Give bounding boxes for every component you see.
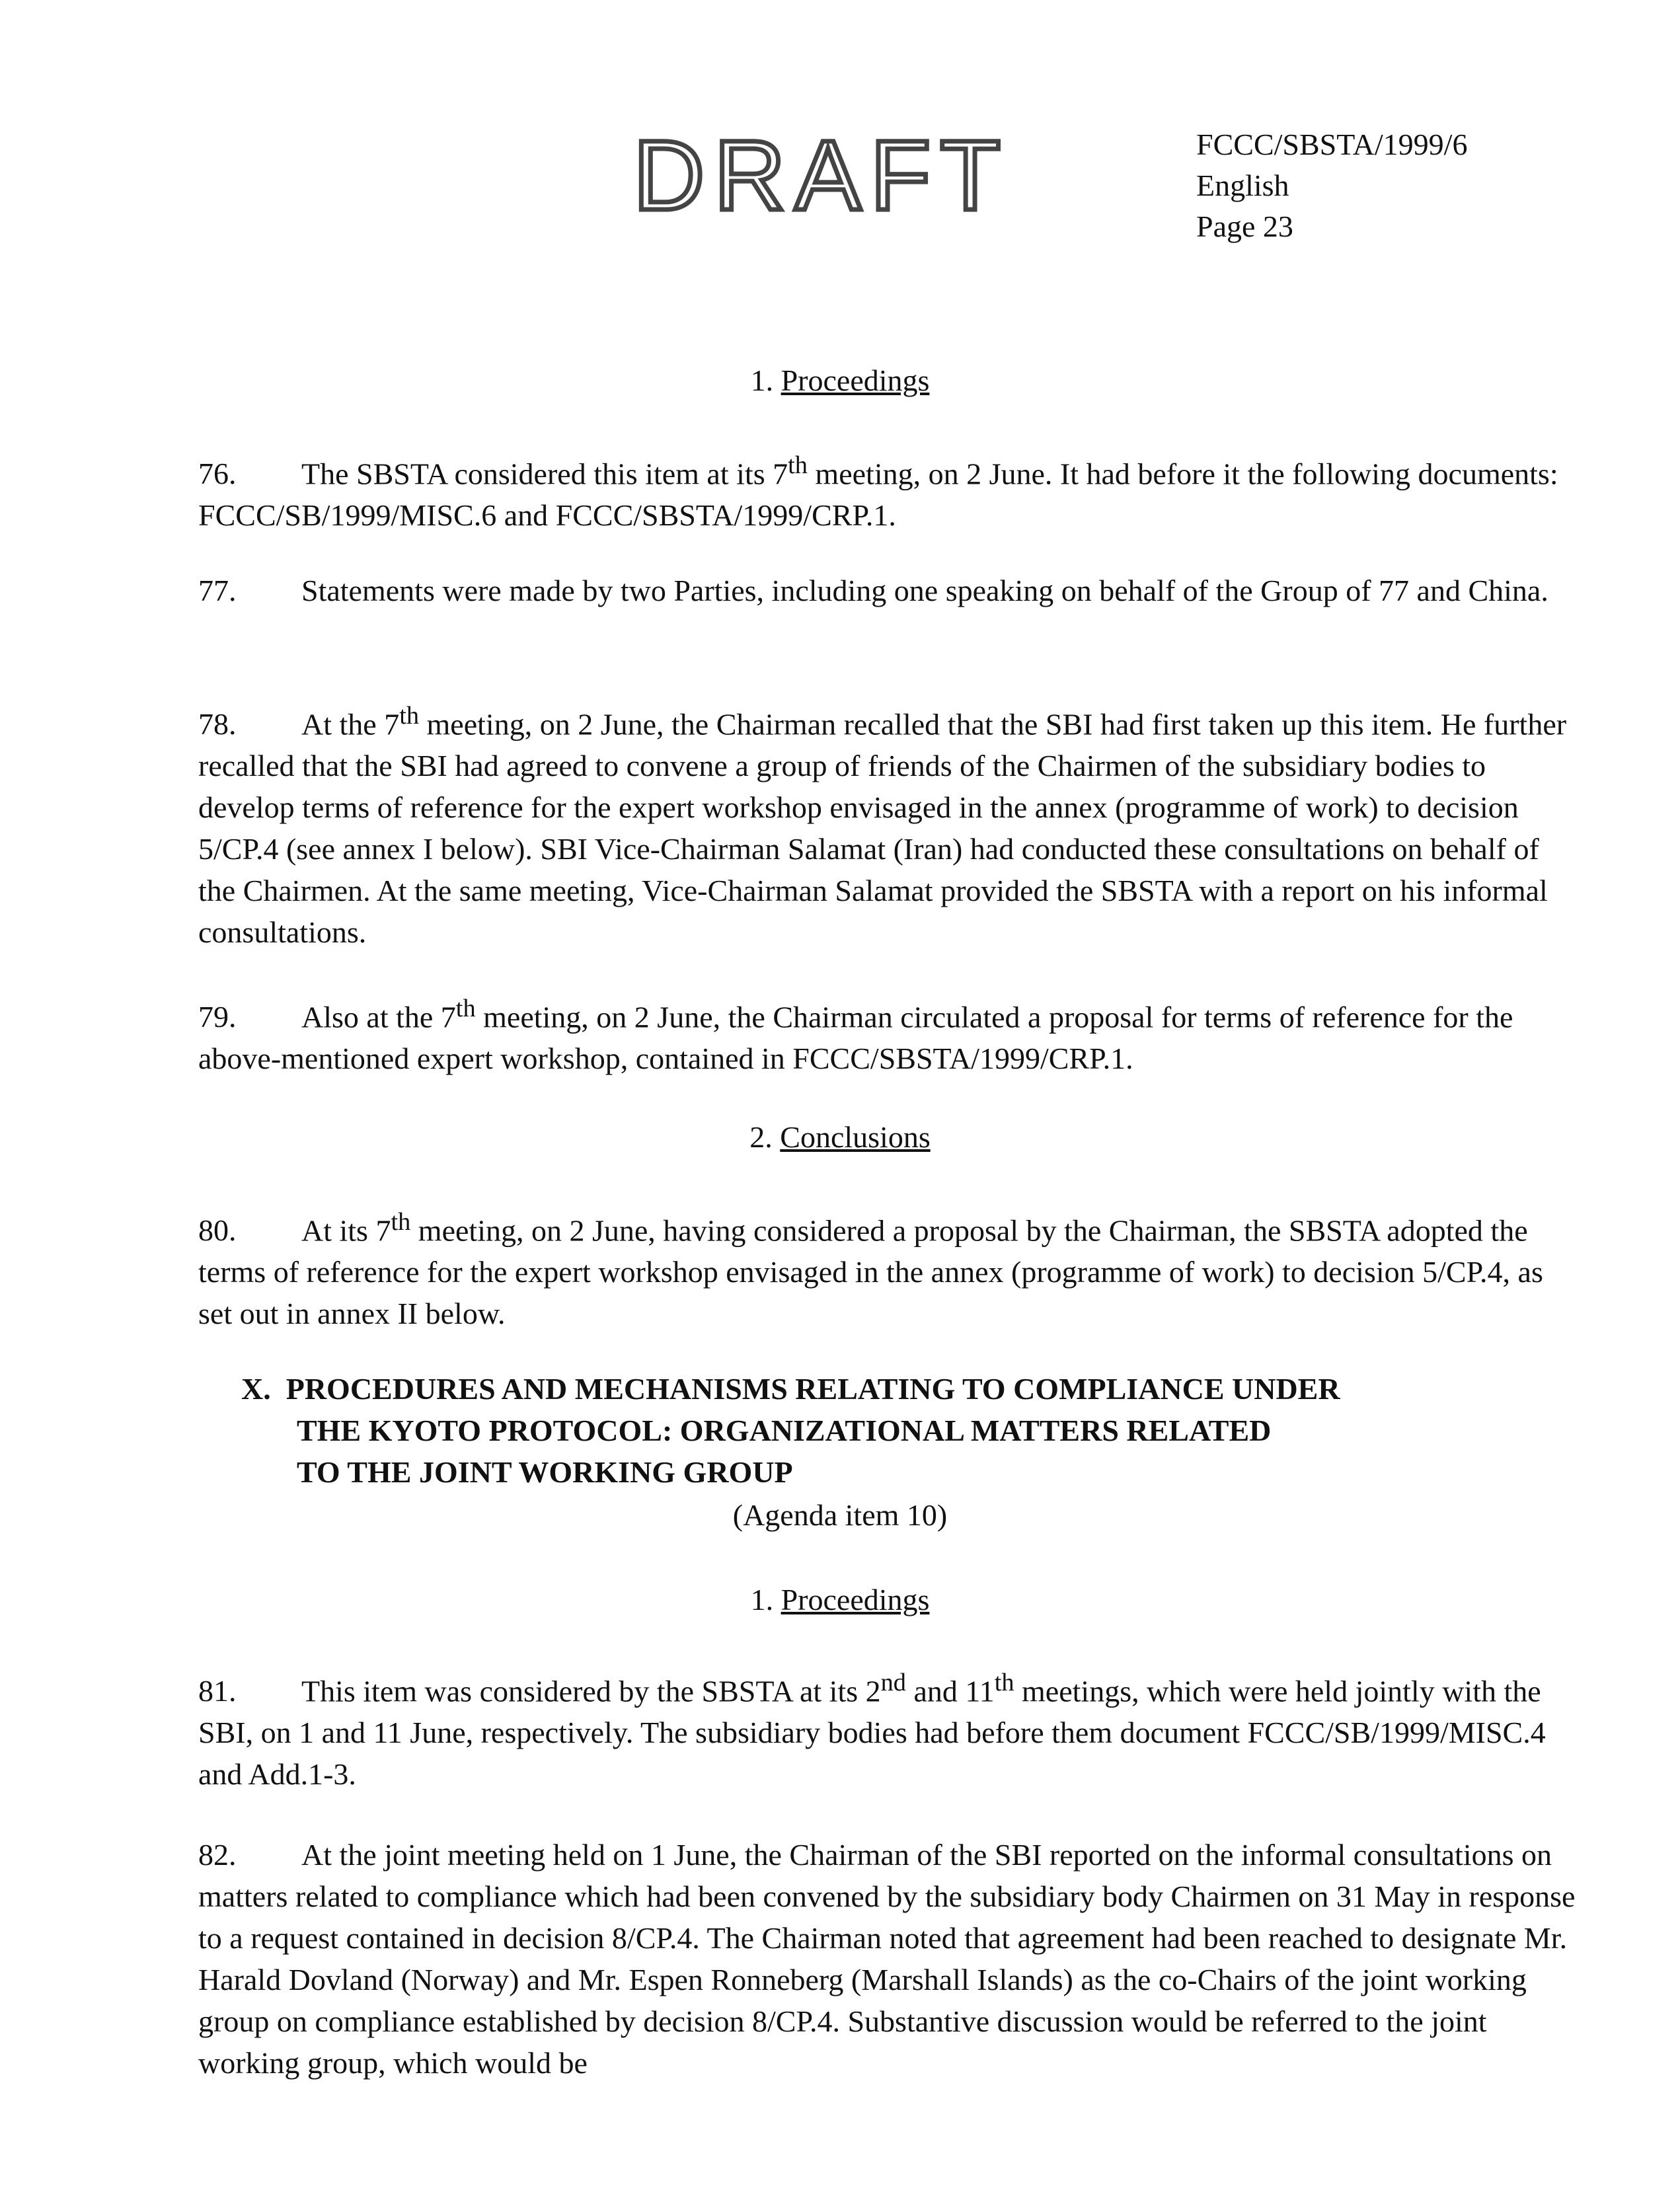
document-language: English [1196,169,1289,202]
heading-number: 1. [750,1583,774,1616]
heading-number: 1. [750,363,774,397]
heading-label: Proceedings [781,363,930,397]
paragraph-82 [198,1834,1580,2084]
heading-conclusions [0,1117,1680,1158]
paragraph-79 [198,988,1580,1079]
paragraph-text: and 11 [905,1674,995,1708]
document-symbol: FCCC/SBSTA/1999/6 [1196,128,1468,161]
document-reference [1196,124,1467,247]
paragraph-text: meetings, which were held jointly with the SBI, on 1 and 11 June, respectively. The subsidiary bodies had before them document FCCC/SB/1999/MISC.4 and Add.1-3. [198,1674,1546,1792]
section-title-line: THE KYOTO PROTOCOL: ORGANIZATIONAL MATTERS RELATED [297,1414,1272,1447]
paragraph-76 [198,445,1580,536]
heading-number: 2. [749,1120,773,1154]
paragraph-text: The SBSTA considered this item at its 7 [301,457,788,491]
paragraph-text: This item was considered by the SBSTA at its 2 [301,1674,881,1708]
heading-proceedings-2 [0,1579,1680,1620]
paragraph-text: meeting, on 2 June, the Chairman recalled that the SBI had first taken up this item. He further recalled that the SBI had agreed to convene a group of friends of the Chairmen of the subsidiary bodies to develop terms of reference for the expert workshop envisaged in the annex (programme of work) to decision 5/CP.4 (see annex I below). SBI Vice-Chairman Salamat (Iran) had conducted these consultations on behalf of the Chairmen. At the same meeting, Vice-Chairman Salamat provided the SBSTA with a report on his informal consultations. [198,707,1567,950]
paragraph-text: meeting, on 2 June. It had before it the following documents: FCCC/SB/1999/MISC.6 and FCCC/SBSTA/1999/CRP.1. [198,457,1558,533]
paragraph-text: At its 7 [301,1213,391,1248]
page-number: Page 23 [1196,209,1293,243]
ordinal-suffix: th [788,451,808,479]
section-x-title [241,1368,1537,1493]
paragraph-81 [198,1662,1580,1795]
paragraph-text: Statements were made by two Parties, including one speaking on behalf of the Group of 77 and China. [301,574,1548,607]
draft-watermark: DRAFT [633,120,1010,231]
paragraph-text: At the 7 [301,707,400,741]
paragraph-text: Also at the 7 [301,1000,456,1034]
paragraph-78 [198,695,1580,953]
paragraph-text: meeting, on 2 June, the Chairman circulated a proposal for terms of reference for the above-mentioned expert workshop, contained in FCCC/SBSTA/1999/CRP.1. [198,1000,1513,1076]
paragraph-number: 77. [198,574,237,607]
paragraph-text: meeting, on 2 June, having considered a proposal by the Chairman, the SBSTA adopted the terms of reference for the expert workshop envisaged in the annex (programme of work) to decision 5/CP.4, as set out in annex II below. [198,1213,1543,1331]
paragraph-text: At the joint meeting held on 1 June, the Chairman of the SBI reported on the informal consultations on matters related to compliance which had been convened by the subsidiary body Chairmen on 31 May in response to a request contained in decision 8/CP.4. The Chairman noted that agreement had been reached to designate Mr. Harald Dovland (Norway) and Mr. Espen Ronneberg (Marshall Islands) as the co-Chairs of the joint working group on compliance established by decision 8/CP.4. Substantive discussion would be referred to the joint working group, which would be [198,1838,1576,2080]
heading-label: Proceedings [781,1583,930,1616]
section-number: X. [241,1372,271,1406]
paragraph-number: 80. [198,1213,237,1248]
section-title-line: PROCEDURES AND MECHANISMS RELATING TO COMPLIANCE UNDER [286,1372,1340,1406]
agenda-item: (Agenda item 10) [732,1498,948,1532]
heading-label: Conclusions [780,1120,931,1154]
heading-proceedings-1 [0,360,1680,401]
ordinal-suffix: th [391,1208,411,1236]
ordinal-suffix: th [399,702,420,730]
section-title-line: TO THE JOINT WORKING GROUP [297,1455,793,1489]
paragraph-number: 82. [198,1838,237,1872]
ordinal-suffix: nd [880,1669,906,1696]
paragraph-number: 76. [198,457,237,491]
ordinal-suffix: th [994,1669,1014,1696]
ordinal-suffix: th [455,995,476,1022]
paragraph-number: 79. [198,1000,237,1034]
paragraph-77 [198,570,1580,611]
paragraph-number: 78. [198,707,237,741]
paragraph-80 [198,1201,1580,1334]
paragraph-number: 81. [198,1674,237,1708]
